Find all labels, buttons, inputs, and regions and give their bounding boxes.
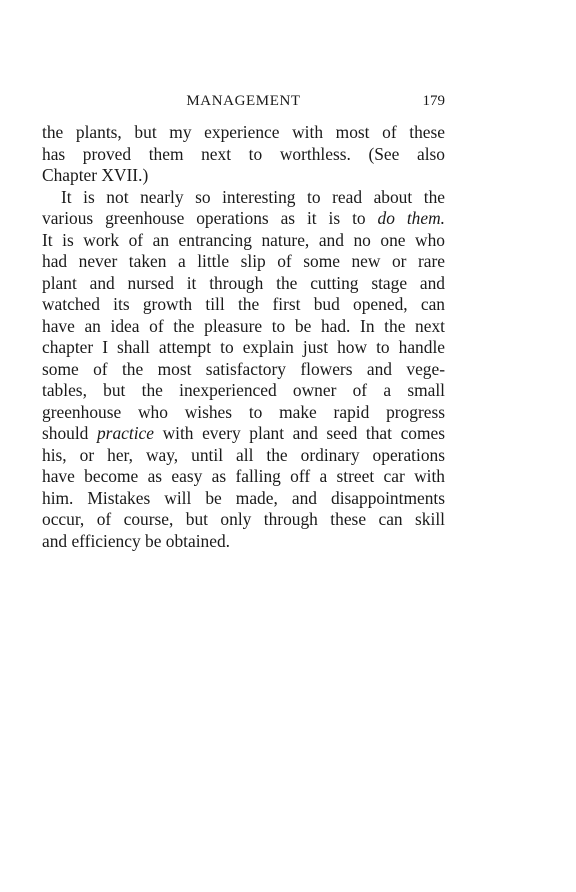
text-line: him. Mistakes will be made, and disappointments (42, 487, 445, 508)
text-line: had never taken a little slip of some new or rare (42, 251, 445, 271)
text-line: has proved them next to worthless. (See also (42, 143, 445, 164)
text-line: Chapter XVII.) (42, 165, 149, 185)
text-line: chapter I shall attempt to explain just how to handle (42, 337, 445, 357)
text-segment: with every plant and seed that comes (153, 423, 445, 443)
text-line (42, 423, 445, 445)
text-segment: various greenhouse operations as it is to (42, 208, 378, 228)
running-head (42, 93, 445, 115)
text-segment: should (42, 423, 97, 443)
text-line: It is work of an entrancing nature, and no one who (42, 229, 445, 250)
text-line: greenhouse who wishes to make rapid progress (42, 401, 445, 422)
italic-emphasis: do them. (377, 208, 445, 228)
italic-emphasis: practice (96, 423, 154, 443)
running-title: MANAGEMENT (186, 93, 301, 109)
paragraph-first-line: It is not nearly so interesting to read about the (61, 186, 445, 207)
text-line (42, 208, 445, 230)
text-line: plant and nursed it through the cutting stage and (42, 272, 445, 293)
paragraph-last-line: and efficiency be obtained. (42, 530, 230, 551)
body-text (42, 122, 445, 552)
text-line: watched its growth till the first bud opened, can (42, 294, 445, 314)
text-line: have become as easy as falling off a street car with (42, 466, 445, 486)
text-line: his, or her, way, until all the ordinary operations (42, 444, 445, 465)
text-line: have an idea of the pleasure to be had. In the next (42, 315, 445, 336)
text-line: tables, but the inexperienced owner of a small (42, 380, 445, 400)
text-line: occur, of course, but only through these can skill (42, 509, 445, 529)
text-line: some of the most satisfactory flowers and vege- (42, 358, 445, 379)
text-line: the plants, but my experience with most of these (42, 122, 445, 142)
page-number: 179 (422, 93, 445, 109)
